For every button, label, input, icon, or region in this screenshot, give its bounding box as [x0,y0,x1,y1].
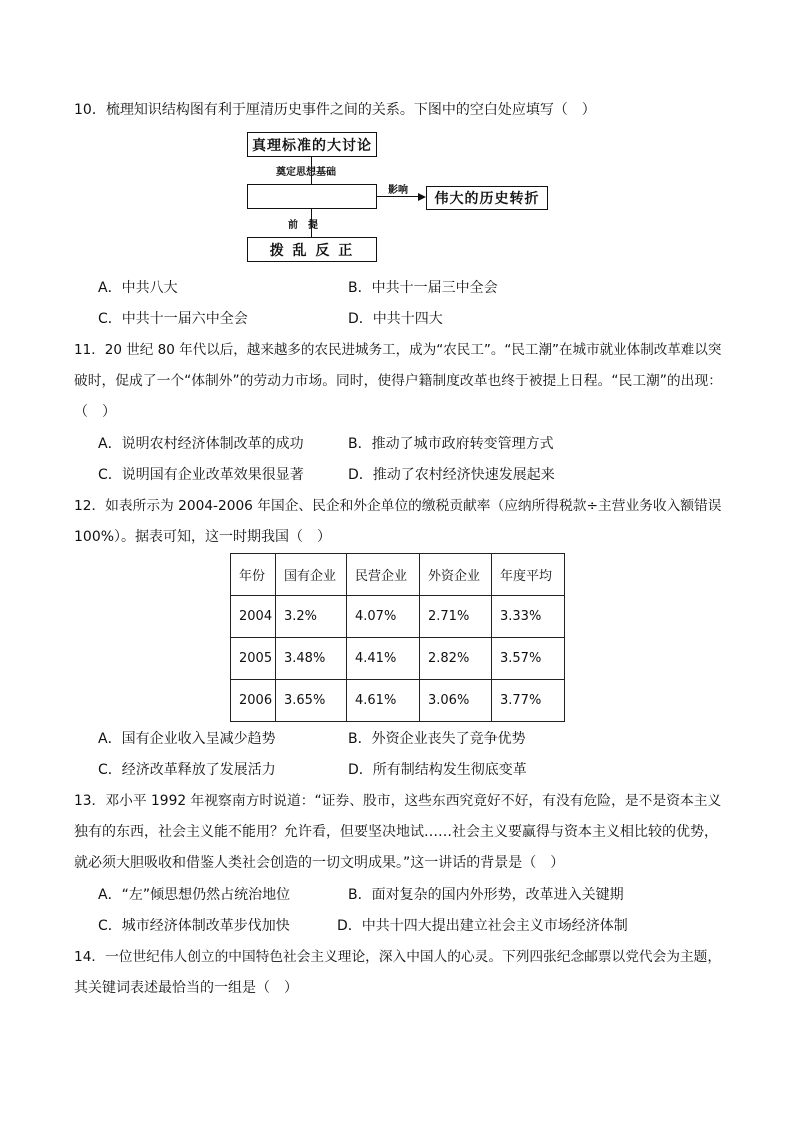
q12-stem-line2: 100%）。据表可知，这一时期我国（ ） [74,529,332,545]
arrow-right-icon [418,193,426,201]
diagram-label-bottom: 前 提 [288,220,318,231]
q11-option-c[interactable]: C．说明国有企业改革效果很显著 [98,467,304,483]
table-row [231,596,565,638]
table-header-cell: 国有企业 [276,554,347,596]
table-cell: 2006 [231,680,276,722]
table-cell: 4.61% [347,680,420,722]
q12-option-c[interactable]: C．经济改革释放了发展活力 [98,762,276,778]
table-cell: 3.48% [276,638,347,680]
table-cell: 2004 [231,596,276,638]
q10-option-c[interactable]: C．中共十一届六中全会 [98,311,248,327]
q12-option-d[interactable]: D．所有制结构发生彻底变革 [348,762,527,778]
table-cell: 2.71% [420,596,492,638]
q13-stem-line3: 就必须大胆吸收和借鉴人类社会创造的一切文明成果。”这一讲话的背景是（ ） [74,855,565,871]
table-cell: 3.06% [420,680,492,722]
q10-stem: 10．梳理知识结构图有利于厘清历史事件之间的关系。下图中的空白处应填写（ ） [74,102,596,118]
table-row [231,680,565,722]
q13-option-d[interactable]: D．中共十四大提出建立社会主义市场经济体制 [337,918,628,934]
table-header-cell: 外资企业 [420,554,492,596]
q10-option-a[interactable]: A．中共八大 [98,280,178,296]
table-cell: 3.33% [492,596,565,638]
diagram-label-top: 奠定思想基础 [276,167,336,178]
diagram-bottom-box: 拨 乱 反 正 [247,237,377,262]
q12-stem-line1: 12．如表所示为 2004-2006 年国企、民企和外企单位的缴税贡献率（应纳所得税款÷主营业务收入额错误 [74,498,722,514]
table-header-cell: 年度平均 [492,554,565,596]
q10-option-d[interactable]: D．中共十四大 [348,311,443,327]
table-cell: 2005 [231,638,276,680]
diagram-top-box: 真理标准的大讨论 [247,132,377,157]
table-cell: 3.2% [276,596,347,638]
q13-option-c[interactable]: C．城市经济体制改革步伐加快 [98,918,290,934]
table-row [231,638,565,680]
q11-stem-line1: 11．20 世纪 80 年代以后，越来越多的农民进城务工，成为“农民工”。“民工潮”在城市就业体制改革难以突 [74,342,722,358]
q13-option-a[interactable]: A．“左”倾思想仍然占统治地位 [98,887,291,903]
q14-stem-line1: 14．一位世纪伟人创立的中国特色社会主义理论，深入中国人的心灵。下列四张纪念邮票以党代会为主题， [74,949,722,965]
table-cell: 4.41% [347,638,420,680]
table-cell: 2.82% [420,638,492,680]
table-header-cell: 年份 [231,554,276,596]
table-header-cell: 民营企业 [347,554,420,596]
q10-option-b[interactable]: B．中共十一届三中全会 [348,280,498,296]
q13-stem-line2: 独有的东西，社会主义能不能用？允许看，但要坚决地试……社会主义要赢得与资本主义相比较的优势， [74,824,718,840]
q11-option-d[interactable]: D．推动了农村经济快速发展起来 [348,467,555,483]
q11-option-b[interactable]: B．推动了城市政府转变管理方式 [348,436,554,452]
q13-option-b[interactable]: B．面对复杂的国内外形势，改革进入关键期 [348,887,624,903]
q14-stem-line2: 其关键词表述最恰当的一组是（ ） [74,980,298,996]
q12-option-b[interactable]: B．外资企业丧失了竞争优势 [348,731,526,747]
q13-stem-line1: 13．邓小平 1992 年视察南方时说道：“证券、股市，这些东西究竟好不好，有没有危险，是不是资本主义 [74,793,722,809]
q12-option-a[interactable]: A．国有企业收入呈减少趋势 [98,731,276,747]
q11-stem-line2: 破时，促成了一个“体制外”的劳动力市场。同时，使得户籍制度改革也终于被提上日程。“民工潮”的出现： [74,373,722,389]
q11-stem-line3: （ ） [74,404,116,420]
table-cell: 4.07% [347,596,420,638]
table-cell: 3.77% [492,680,565,722]
diagram-blank-box [247,184,377,209]
q11-option-a[interactable]: A．说明农村经济体制改革的成功 [98,436,304,452]
table-header-row [231,554,565,596]
diagram-right-box: 伟大的历史转折 [426,186,548,210]
table-cell: 3.65% [276,680,347,722]
tax-contribution-table [230,553,565,722]
diagram-label-right: 影响 [388,185,408,196]
diagram-connector-right [377,196,418,197]
table-cell: 3.57% [492,638,565,680]
